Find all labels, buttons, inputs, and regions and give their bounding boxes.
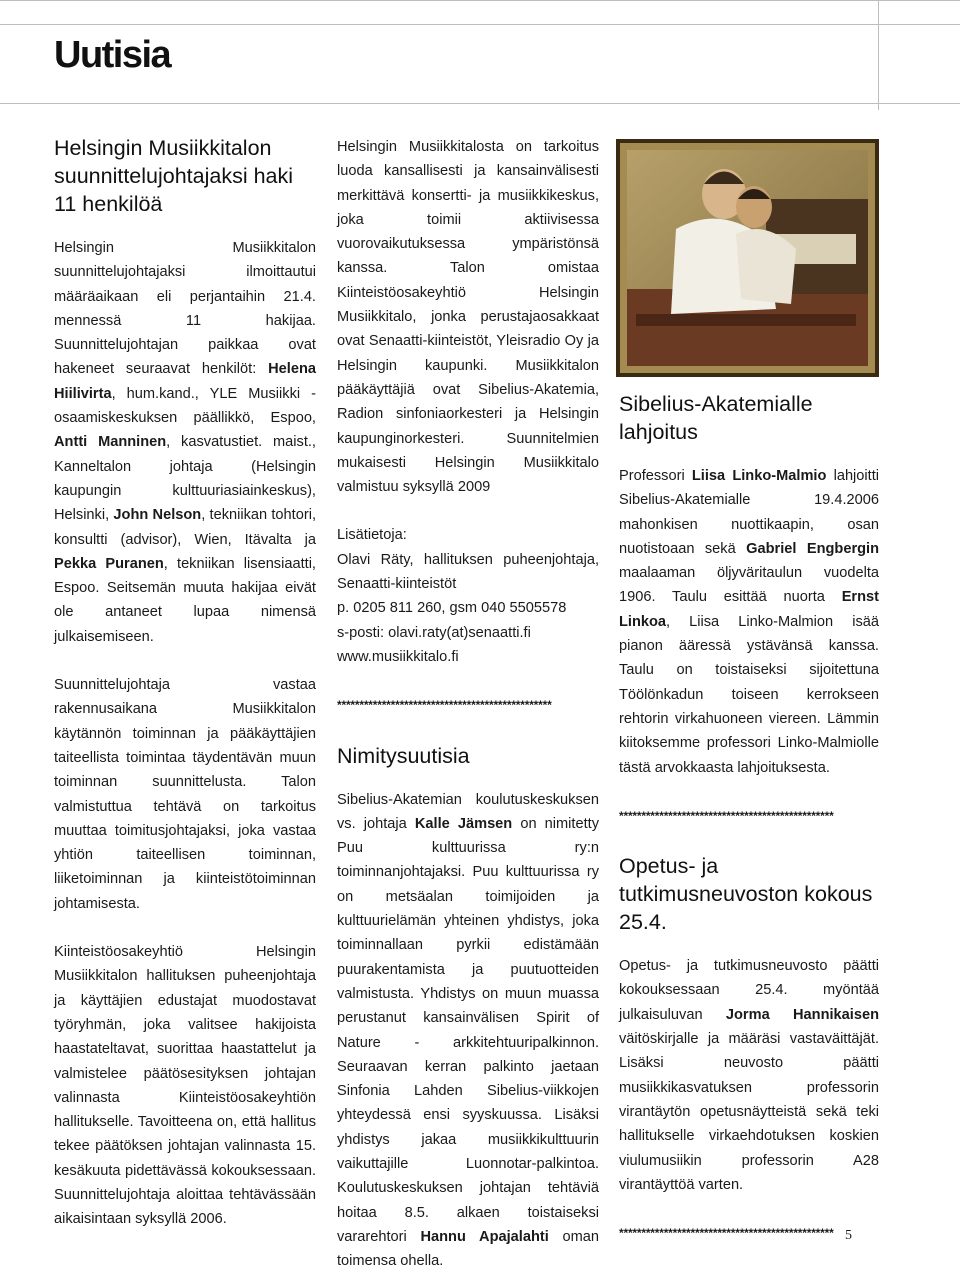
person-name: Hannu Apajalahti <box>420 1228 549 1245</box>
separator-stars: ************************************************ <box>619 808 834 823</box>
person-name: Gabriel Engbergin <box>746 540 880 557</box>
separator-stars: ************************************************ <box>337 698 552 713</box>
person-name: Ernst Linkoa <box>619 589 879 630</box>
article-headline-nimitysuutisia: Nimitysuutisia <box>337 743 470 768</box>
person-name: Helena Hiilivirta <box>54 361 316 402</box>
contact-line: Olavi Räty, hallituksen puheenjohtaja, Senaatti-kiinteistöt <box>337 551 599 593</box>
column-1 <box>54 134 316 1232</box>
person-name: Antti Manninen <box>54 434 167 451</box>
article-headline-kokous: Opetus- ja tutkimusneuvoston kokous 25.4. <box>619 854 873 935</box>
article-paragraph: Helsingin Musiikkitalosta on tarkoitus luoda kansallisesti ja kansainvälisesti merkittävä konsertti- ja musiikkikeskus, joka toimii aktiivisessa vuorovaikutuksessa ympäristönsä kanssa. Talon omistaa Kiinteistöosakeyhtiö Helsingin Musiikkitalo, jonka perustajaosakkaat ovat Senaatti-kiinteistöt, Yleisradio Oy ja Helsingin kaupunki. Musiikkitalon pääkäyttäjiä ovat Sibelius-Akatemia, Radion sinfoniaorkesteri ja Helsingin kaupunginorkesteri. Suunnitelmien mukaisesti Helsingin Musiikkitalo valmistuu syksyllä 2009 <box>337 139 599 496</box>
column-3 <box>619 390 879 1269</box>
person-name: Pekka Puranen <box>54 555 164 572</box>
painting-image <box>616 139 879 377</box>
painting-keyboard <box>636 314 856 326</box>
title-rule <box>0 103 960 104</box>
article-paragraph: Opetus- ja tutkimusneuvosto päätti kokouksessaan 25.4. myöntää julkaisuluvan Jorma Hannikaisen väitöskirjalle ja määräsi vastaväittäjät. Lisäksi neuvosto päätti musiikkikasvatuksen professorin virantäytön opetusnäytteistä sekä teki hallitukselle virkaehdotuksen koskien viulumusiikin professorin A28 virantäyttöä varten. <box>619 958 879 1193</box>
article-paragraph: Kiinteistöosakeyhtiö Helsingin Musiikkitalon hallituksen puheenjohtaja ja käyttäjien edustajat muodostavat työryhmän, joka valitsee hakijoista haastateltavat, suorittaa haastattelut ja valmistelee päätösesityksen johtajan valinnasta Kiinteistöosakeyhtiön hallitukselle. Tavoitteena on, että hallitus tekee päätöksen johtajan valinnasta 15. kesäkuuta pidettävässä kokouksessaan. Suunnittelujohtaja aloittaa tehtävässään aikaisintaan syksyllä 2006. <box>54 944 316 1228</box>
header-divider <box>878 0 879 110</box>
header-rule <box>0 24 960 25</box>
person-name: John Nelson <box>113 507 202 524</box>
page-number: 5 <box>845 1228 852 1243</box>
article-paragraph: Professori Liisa Linko-Malmio lahjoitti Sibelius-Akatemialle 19.4.2006 mahonkisen nuottikaapin, osan nuotistoaan sekä Gabriel Engbergin maalaaman öljyväritaulun vuodelta 1906. Taulu esittää nuorta Ernst Linkoa, Liisa Linko-Malmion isää pianon ääressä ystävänsä kanssa. Taulu on toistaiseksi sijoitettuna Töölönkadun toiseen kerrokseen rehtorin virkahuoneen viereen. Lämmin kiitoksemme professori Linko-Malmiolle tästä arvokkaasta lahjoituksesta. <box>619 468 880 776</box>
article-paragraph: Helsingin Musiikkitalon suunnittelujohtajaksi ilmoittautui määräaikaan eli perjantaihin 21.4. mennessä 11 hakijaa. Suunnittelujohtajan paikkaa ovat hakeneet seuraavat henkilöt: Helena Hiilivirta, hum.kand., YLE Musiikki -osaamiskeskuksen päällikkö, Espoo, Antti Manninen, kasvatustiet. maist., Kanneltalon johtaja (Helsingin kaupungin kulttuuriasiainkeskus), Helsinki, John Nelson, tekniikan tohtori, konsultti (advisor), Wien, Itävalta ja Pekka Puranen, tekniikan lisensiaatti, Espoo. Seitsemän muuta hakijaa eivät ole antaneet lupaa nimensä julkaisemiseen. <box>54 240 316 645</box>
separator-stars: ************************************************ <box>619 1226 834 1241</box>
page-title: Uutisia <box>54 34 171 76</box>
article-headline-musiikkitalo: Helsingin Musiikkitalon suunnittelujohtajaksi haki 11 henkilöä <box>54 136 294 216</box>
article-headline-lahjoitus: Sibelius-Akatemialle lahjoitus <box>619 392 813 444</box>
person-name: Liisa Linko-Malmio <box>691 468 827 484</box>
article-paragraph: Suunnittelujohtaja vastaa rakennusaikana Musiikkitalon käytännön toiminnan ja pääkäyttäjien taiteellista toimintaa täydentävän muun toiminnan suunnittelusta. Talon valmistuttua tehtävä on tarkoitus muuttaa toimitusjohtajaksi, joka vastaa yhtiön taiteellisen toiminnan, liiketoiminnan ja kiinteistötoiminnan johtamisesta. <box>54 677 316 912</box>
article-paragraph: Sibelius-Akatemian koulutuskeskuksen vs. johtaja Kalle Jämsen on nimitetty Puu kulttuurissa ry:n toiminnanjohtajaksi. Puu kulttuurissa ry on metsäalan toimijoiden ja kulttuurielämän yhteinen yhdistys, joka toiminnallaan pyrkii edistämään puurakentamista ja puutuotteiden valmistusta. Yhdistys on muun muassa perustanut kansainvälisen Spirit of Nature - arkkitehtuuripalkinnon. Seuraavan kerran palkinto jaetaan Sinfonia Lahden Sibelius-viikkojen yhteydessä ensi syyskuussa. Lisäksi yhdistys jakaa musiikkikulttuurin vaikuttajille Luonnotar-palkintoa. Koulutuskeskuksen johtajan tehtäviä hoitaa 8.5. alkaen toistaiseksi vararehtori Hannu Apajalahti oman toimensa ohella. <box>337 791 599 1270</box>
contact-link[interactable]: www.musiikkitalo.fi <box>337 648 459 665</box>
contact-line: s-posti: olavi.raty(at)senaatti.fi <box>337 624 531 641</box>
top-rule <box>0 0 960 1</box>
contact-line: p. 0205 811 260, gsm 040 5505578 <box>337 600 567 617</box>
column-2 <box>337 135 599 1273</box>
contact-label: Lisätietoja: <box>337 527 407 544</box>
person-name: Jorma Hannikaisen <box>725 1006 879 1023</box>
person-name: Kalle Jämsen <box>414 815 513 832</box>
